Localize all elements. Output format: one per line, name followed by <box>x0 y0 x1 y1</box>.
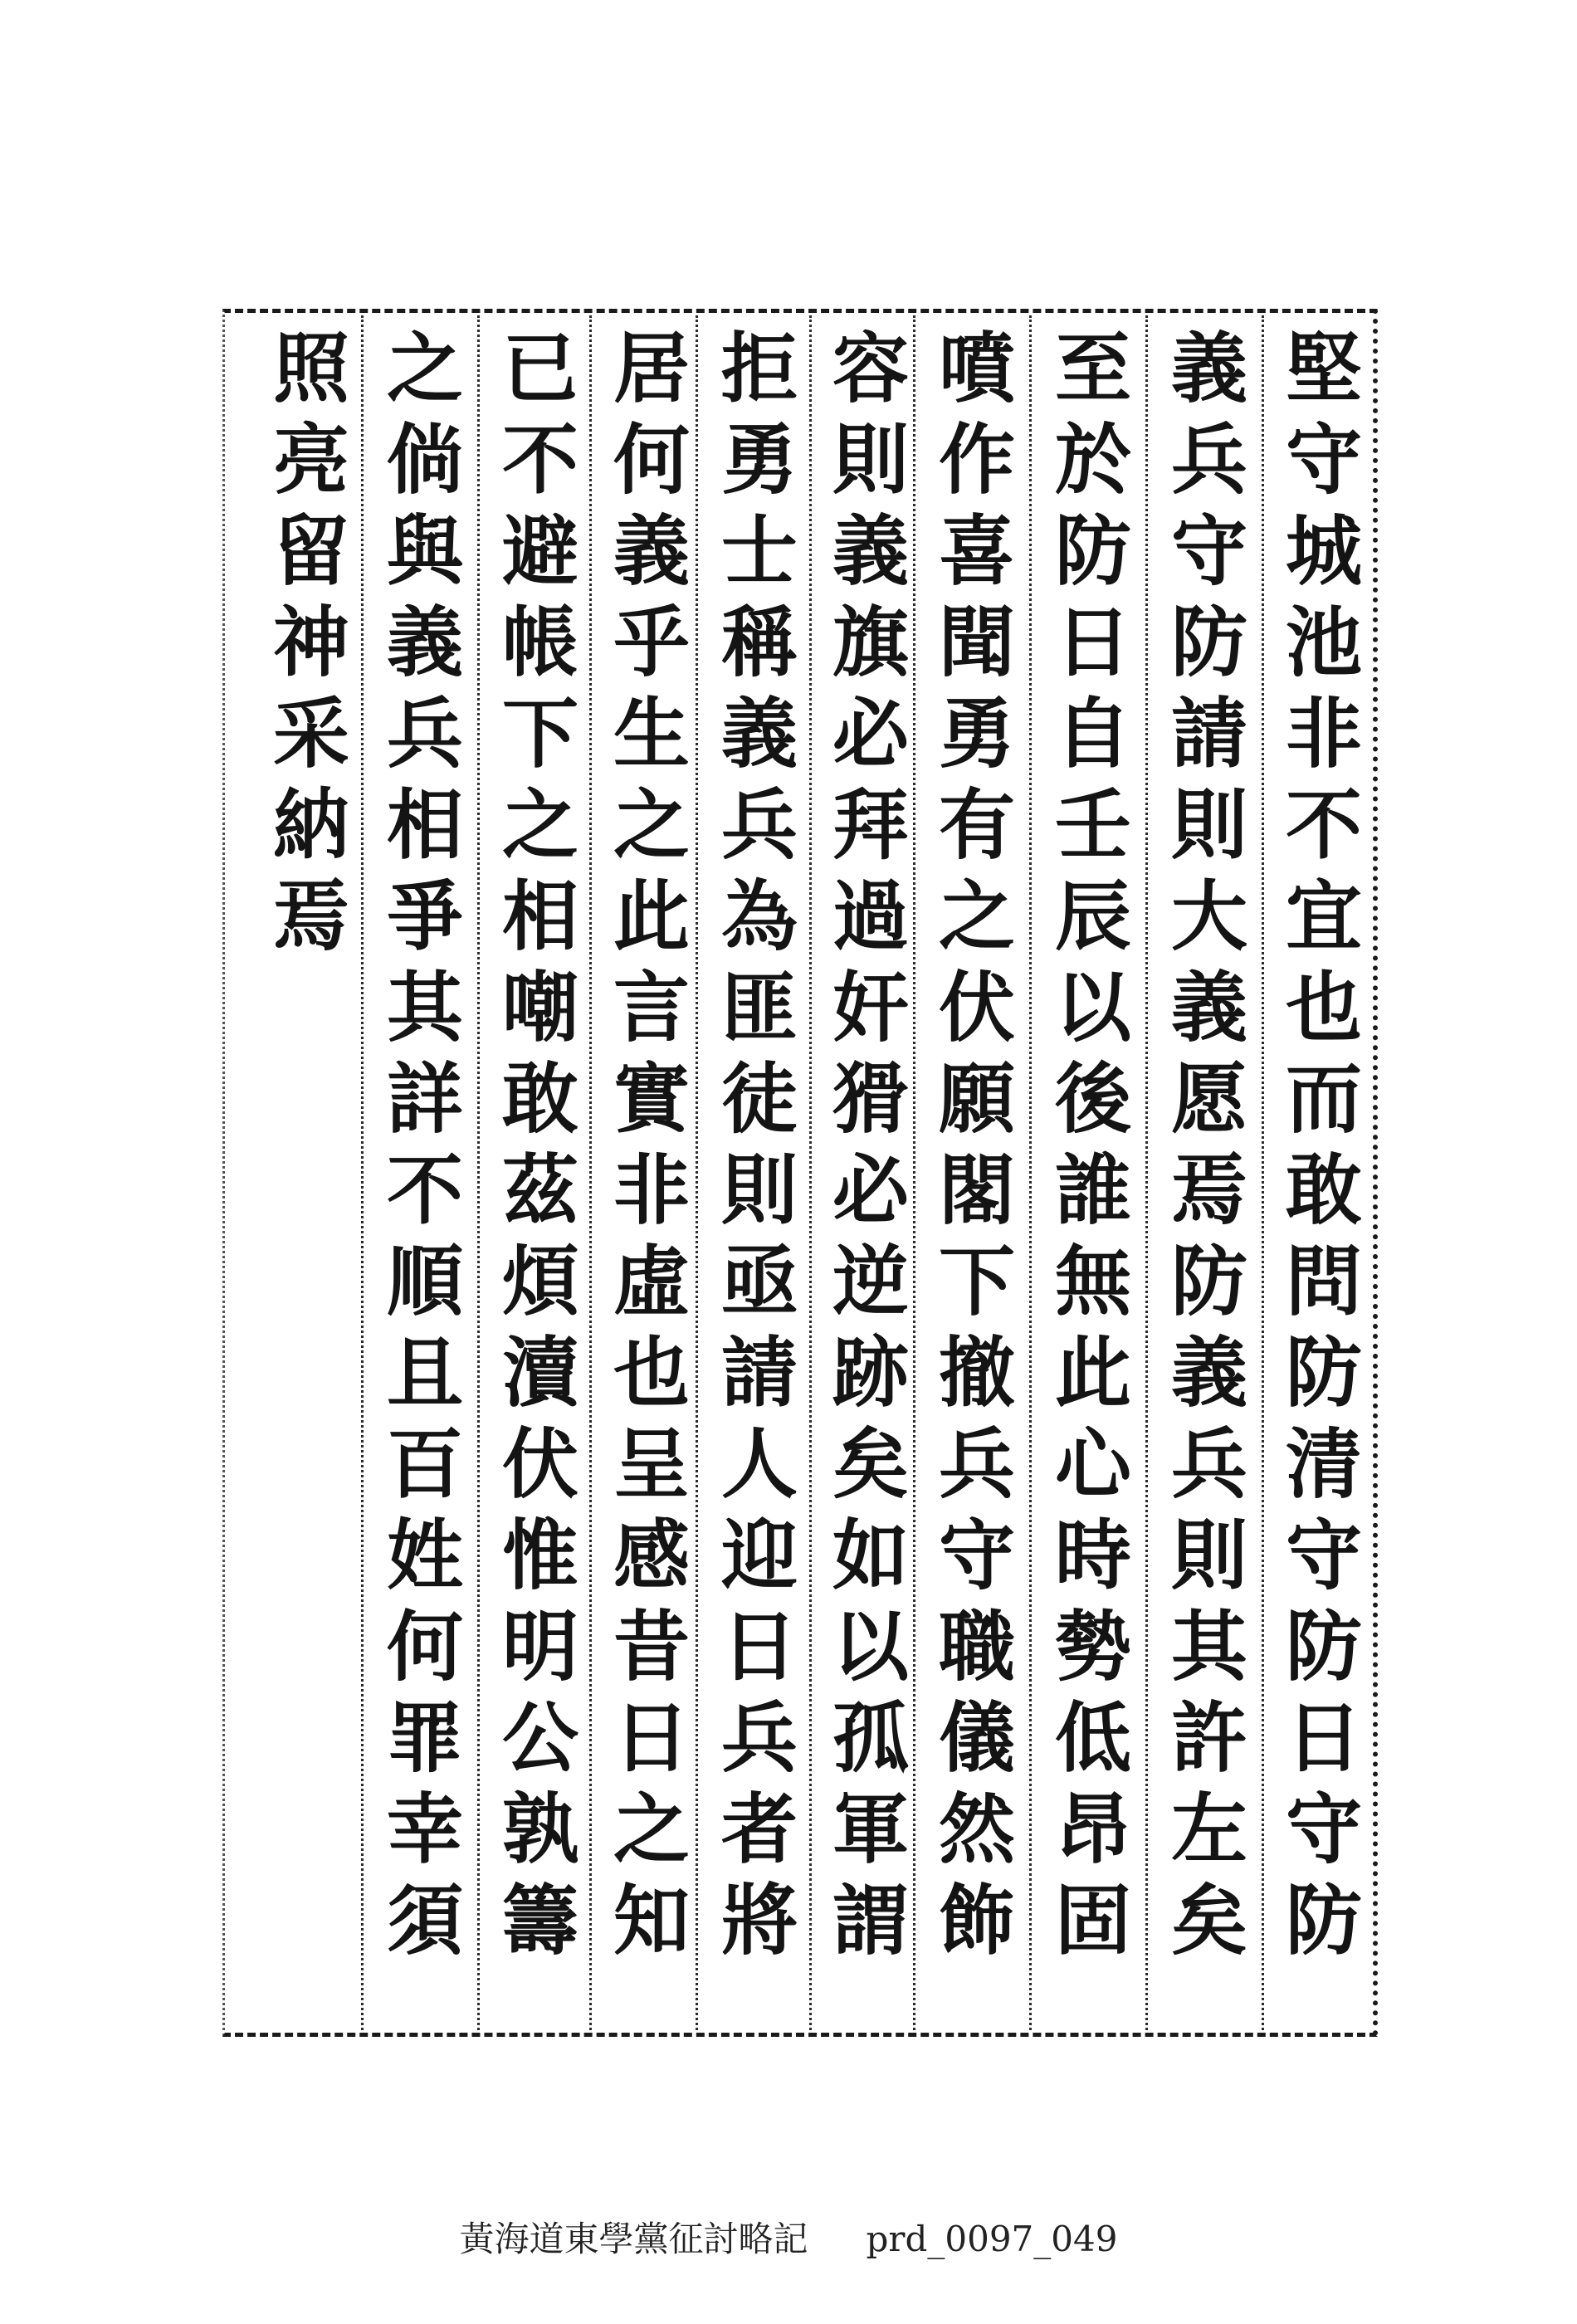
column-rule <box>361 315 364 2030</box>
document-title: 黃海道東學黨征討略記 <box>459 2219 808 2259</box>
text-column-4: 噴作喜聞勇有之伏願閣下撤兵守職儀然飾 <box>926 328 1015 1971</box>
text-column-1: 堅守城池非不宜也而敢問防清守防日守防 <box>1273 328 1362 1971</box>
column-rule <box>913 315 915 2030</box>
text-column-10: 照亮留神采納焉 <box>261 328 349 967</box>
text-column-9: 之倘與義兵相爭其詳不順且百姓何罪幸須 <box>374 328 463 1971</box>
column-rule <box>589 315 592 2030</box>
column-rule <box>1262 315 1264 2030</box>
text-column-2: 義兵守防請則大義愿焉防義兵則其許左矣 <box>1159 328 1247 1971</box>
column-rule <box>1145 315 1148 2030</box>
page-caption <box>0 2212 1577 2262</box>
text-column-6: 拒勇士稱義兵為匪徒則亟請人迎日兵者將 <box>709 328 798 1971</box>
column-rule <box>809 315 812 2030</box>
column-rule <box>477 315 480 2030</box>
column-rule <box>1029 315 1032 2030</box>
text-column-8: 已不避帳下之相嘲敢茲煩瀆伏惟明公孰籌 <box>490 328 579 1971</box>
text-column-5: 容則義旗必拜過奸猾必逆跡矣如以孤軍謂 <box>820 328 909 1971</box>
text-column-7: 居何義乎生之此言實非虛也呈感昔日之知 <box>601 328 690 1971</box>
column-rule <box>696 315 698 2030</box>
text-column-3: 至於防日自壬辰以後誰無此心時勢低昂固 <box>1042 328 1131 1971</box>
document-code: prd_0097_049 <box>866 2219 1118 2259</box>
